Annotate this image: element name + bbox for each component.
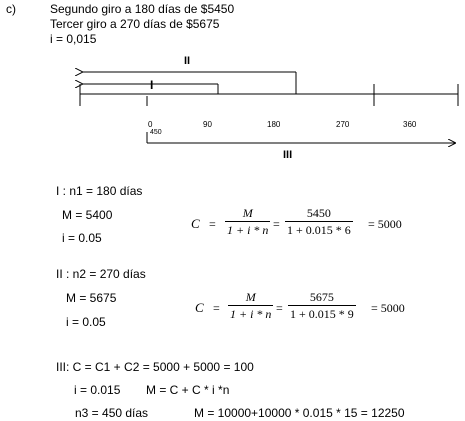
section2-fraction-formula — [228, 291, 273, 320]
section2-eq2: = — [276, 301, 283, 315]
section1-eq1: = — [209, 217, 216, 231]
label-i: I — [150, 78, 154, 92]
problem-line-2: Tercer giro a 270 días de $5675 — [50, 17, 220, 31]
bracket-ii — [82, 72, 296, 94]
problem-line-1: Segundo giro a 180 días de $5450 — [50, 2, 235, 16]
section2-frac1-den: 1 + i * n — [230, 307, 272, 321]
timeline-axis — [80, 84, 458, 106]
tick-label-270: 270 — [336, 120, 350, 129]
section3-formula: M = C + C * i *n — [146, 383, 230, 397]
section1-m: M = 5400 — [62, 208, 113, 222]
section3-n3: n3 = 450 días — [75, 406, 149, 420]
tick-label-90: 90 — [203, 120, 212, 129]
section1-eq2: = — [273, 217, 280, 231]
section1-i: i = 0.05 — [62, 231, 102, 245]
section2-m: M = 5675 — [66, 291, 117, 305]
section3-result: M = 10000+10000 * 0.015 * 15 = 12250 — [194, 406, 405, 420]
label-ii: II — [184, 55, 191, 67]
section1-c: C — [191, 216, 200, 231]
problem-label: c) — [6, 2, 16, 16]
section2-frac1-num: M — [245, 290, 256, 304]
section2-fraction-values — [288, 291, 356, 320]
section2-frac2-num: 5675 — [309, 290, 334, 304]
label-iii: III — [283, 149, 293, 161]
section3-i: i = 0.015 — [74, 383, 121, 397]
section1-fraction-formula — [225, 207, 270, 236]
section2-c: C — [195, 300, 204, 315]
section2-i: i = 0.05 — [66, 315, 106, 329]
bracket-iii — [147, 132, 455, 143]
section2-header: II : n2 = 270 días — [56, 267, 146, 281]
tick-label-180: 180 — [267, 120, 281, 129]
section1-frac2-num: 5450 — [306, 206, 331, 220]
section1-header: I : n1 = 180 días — [56, 184, 143, 198]
section1-result: = 5000 — [368, 217, 402, 231]
section2-result: = 5000 — [371, 301, 405, 315]
tick-label-0: 0 — [148, 120, 153, 129]
timeline-diagram — [0, 0, 465, 175]
section1-frac1-num: M — [242, 206, 253, 220]
tick-label-360: 360 — [403, 120, 417, 129]
section2-eq1: = — [213, 301, 220, 315]
section3-line1: III: C = C1 + C2 = 5000 + 5000 = 100 — [56, 360, 254, 374]
section1-frac2-den: 1 + 0.015 * 6 — [287, 223, 351, 237]
section1-fraction-values — [285, 207, 353, 236]
section1-frac1-den: 1 + i * n — [227, 223, 269, 237]
section2-frac2-den: 1 + 0.015 * 9 — [290, 307, 354, 321]
tick-label-450: 450 — [150, 129, 162, 136]
problem-line-3: i = 0,015 — [50, 32, 97, 46]
